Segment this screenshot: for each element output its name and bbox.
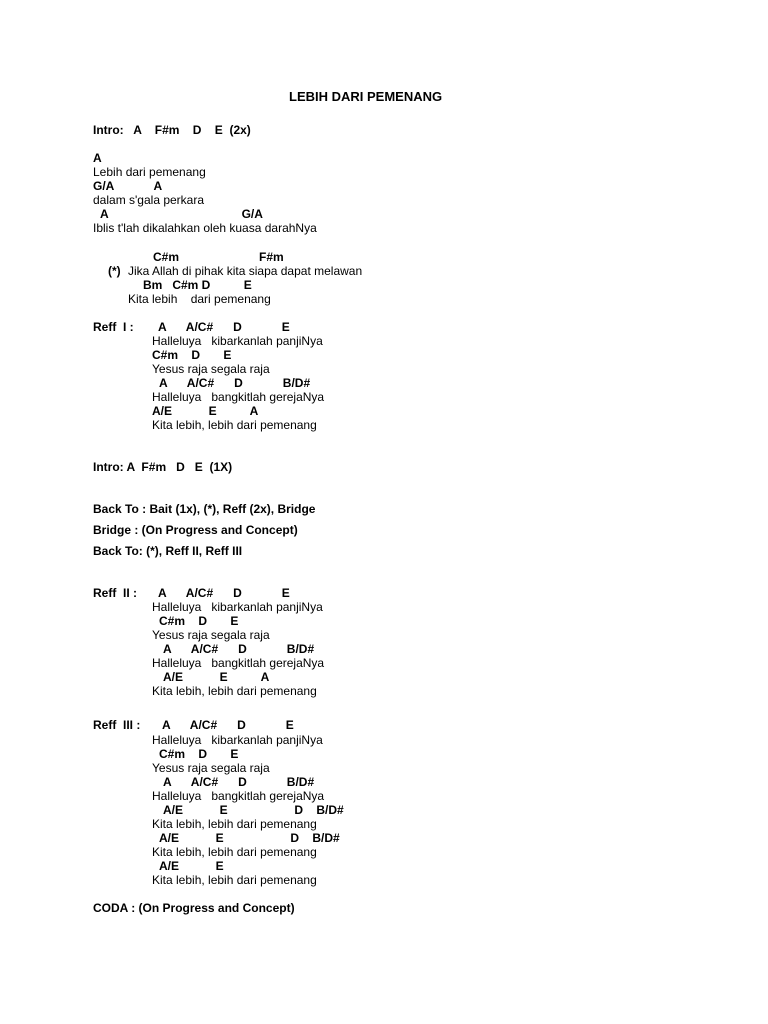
reff3-lyric-3: Halleluya bangkitlah gerejaNya (152, 789, 325, 803)
reff3-label: Reff III : (93, 718, 141, 732)
reff2-label: Reff II : (93, 586, 137, 600)
pre-chord-1: C#m F#m (153, 250, 284, 264)
intro-line: Intro: A F#m D E (2x) (93, 123, 251, 137)
intro2-line: Intro: A F#m D E (1X) (93, 460, 233, 474)
reff2-lyric-3: Halleluya bangkitlah gerejaNya (152, 656, 325, 670)
reff1-chord-3: A A/C# D B/D# (159, 376, 311, 390)
reff2-lyric-4: Kita lebih, lebih dari pemenang (152, 684, 317, 698)
reff2-chord-3: A A/C# D B/D# (163, 642, 315, 656)
pre-chord-2: Bm C#m D E (143, 278, 252, 292)
reff2-lyric-2: Yesus raja segala raja (152, 628, 270, 642)
verse-chord-3: A G/A (100, 207, 263, 221)
back-to-line-1: Back To : Bait (1x), (*), Reff (2x), Bridge (93, 502, 316, 516)
reff1-lyric-1: Halleluya kibarkanlah panjiNya (152, 334, 323, 348)
bridge-line: Bridge : (On Progress and Concept) (93, 523, 298, 537)
reff3-lyric-2: Yesus raja segala raja (152, 761, 270, 775)
verse-lyric-2: dalam s'gala perkara (93, 193, 205, 207)
pre-marker: (*) (108, 264, 121, 278)
reff3-lyric-6: Kita lebih, lebih dari pemenang (152, 873, 317, 887)
pre-lyric-2: Kita lebih dari pemenang (128, 292, 271, 306)
reff2-lyric-1: Halleluya kibarkanlah panjiNya (152, 600, 323, 614)
reff3-chord-2: C#m D E (159, 747, 239, 761)
coda-line: CODA : (On Progress and Concept) (93, 901, 295, 915)
song-title: LEBIH DARI PEMENANG (289, 89, 443, 104)
reff1-lyric-2: Yesus raja segala raja (152, 362, 270, 376)
reff1-chord-2: C#m D E (152, 348, 232, 362)
reff1-label: Reff I : (93, 320, 134, 334)
reff3-chord-5: A/E E D B/D# (159, 831, 340, 845)
reff1-chord-1: A A/C# D E (158, 320, 290, 334)
reff1-chord-4: A/E E A (152, 404, 259, 418)
back-to-line-2: Back To: (*), Reff II, Reff III (93, 544, 243, 558)
reff1-lyric-4: Kita lebih, lebih dari pemenang (152, 418, 317, 432)
reff3-chord-3: A A/C# D B/D# (163, 775, 315, 789)
reff2-chord-1: A A/C# D E (158, 586, 290, 600)
pre-lyric-1: Jika Allah di pihak kita siapa dapat melawan (128, 264, 363, 278)
reff2-chord-2: C#m D E (159, 614, 239, 628)
verse-chord-2: G/A A (93, 179, 163, 193)
reff2-chord-4: A/E E A (163, 670, 270, 684)
verse-lyric-1: Lebih dari pemenang (93, 165, 206, 179)
reff3-chord-4: A/E E D B/D# (163, 803, 344, 817)
reff3-lyric-5: Kita lebih, lebih dari pemenang (152, 845, 317, 859)
verse-lyric-3: Iblis t'lah dikalahkan oleh kuasa darahNya (93, 221, 317, 235)
reff3-lyric-1: Halleluya kibarkanlah panjiNya (152, 733, 323, 747)
reff1-lyric-3: Halleluya bangkitlah gerejaNya (152, 390, 325, 404)
reff3-chord-6: A/E E (159, 859, 224, 873)
reff3-lyric-4: Kita lebih, lebih dari pemenang (152, 817, 317, 831)
verse-chord-1: A (93, 151, 102, 165)
reff3-chord-1: A A/C# D E (162, 718, 294, 732)
